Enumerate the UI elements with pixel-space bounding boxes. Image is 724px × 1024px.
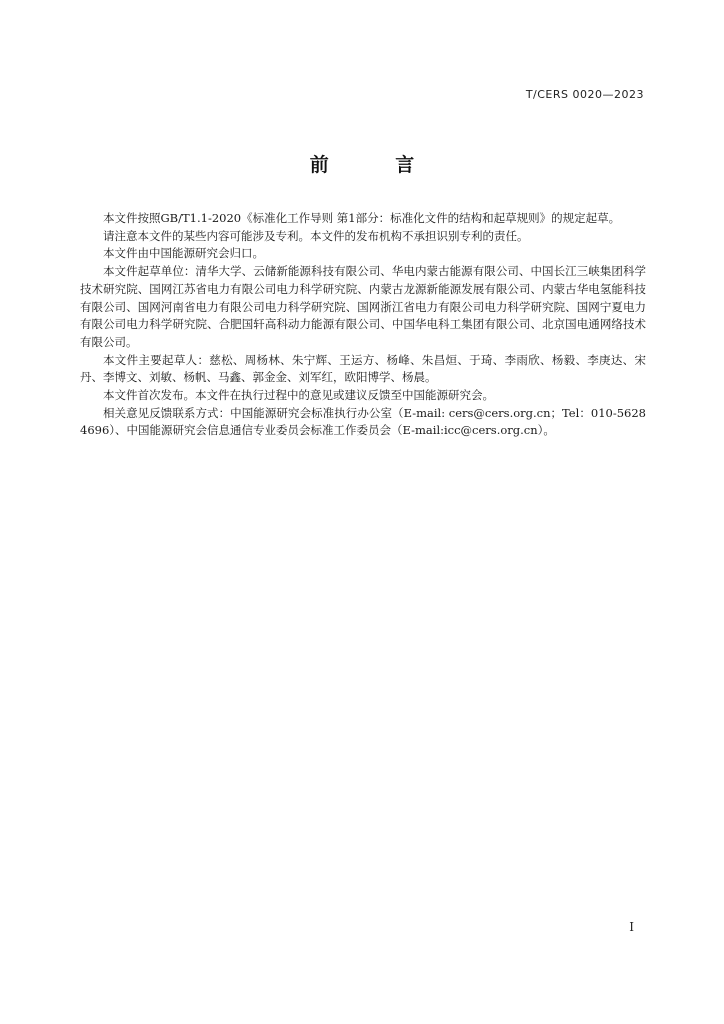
page-number: I xyxy=(629,920,634,934)
document-code: T/CERS 0020—2023 xyxy=(525,88,644,101)
paragraph-patent-notice: 请注意本文件的某些内容可能涉及专利。本文件的发布机构不承担识别专利的责任。 xyxy=(103,228,529,243)
foreword-body xyxy=(80,210,646,440)
page-title: 前 言 xyxy=(309,154,445,176)
paragraph-drafting-rules: 本文件按照GB/T1.1-2020《标准化工作导则 第1部分：标准化文件的结构和起草规则》的规定起草。 xyxy=(103,211,621,225)
paragraph-centralized-by: 本文件由中国能源研究会归口。 xyxy=(103,246,264,261)
paragraph-drafters: 本文件主要起草人：慈松、周杨林、朱宁辉、王运方、杨峰、朱昌烜、于琦、李雨欣、杨毅、李庚达、宋丹、李博文、刘敏、杨帆、马鑫、郭金金、刘军红，欧阳博学、杨晨。 xyxy=(80,352,646,385)
paragraph-contact: 相关意见反馈联系方式：中国能源研究会标准执行办公室（E-mail: cers@cers.org.cn；Tel：010-56284696）、中国能源研究会信息通信专业委员会标准工作委员会（E-mail:icc@cers.org.cn）。 xyxy=(80,405,646,438)
paragraph-first-release: 本文件首次发布。本文件在执行过程中的意见或建议反馈至中国能源研究会。 xyxy=(103,388,494,403)
paragraph-drafting-units: 本文件起草单位：清华大学、云储新能源科技有限公司、华电内蒙古能源有限公司、中国长江三峡集团科学技术研究院、国网江苏省电力有限公司电力科学研究院、内蒙古龙源新能源发展有限公司、内蒙古华电氢能科技有限公司、国网河南省电力有限公司电力科学研究院、国网浙江省电力有限公司电力科学研究院、国网宁夏电力有限公司电力科学研究院、合肥国轩高科动力能源有限公司、中国华电科工集团有限公司、北京国电通网络技术有限公司。 xyxy=(80,264,646,349)
